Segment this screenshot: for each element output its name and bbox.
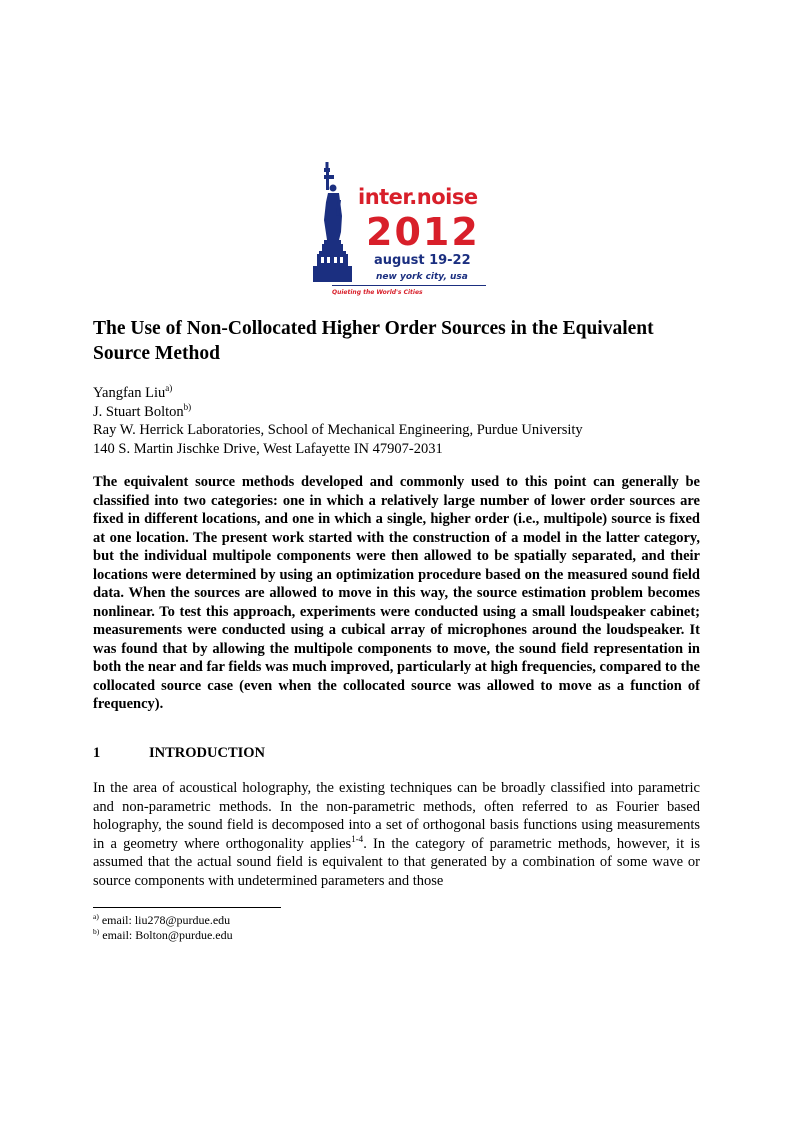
logo-tagline: Quieting the World's Cities	[332, 289, 423, 296]
intro-text-part2: . In the category of parametric methods, however, it is assumed that the actual sound field is equivalent to that generated by a combination of some wave or source components with undetermined parameters and those	[93, 835, 700, 889]
citation-ref: 1-4	[351, 833, 364, 844]
author-name: Yangfan Liu	[93, 385, 166, 401]
section-title: INTRODUCTION	[149, 745, 266, 761]
logo-year: 2012	[366, 210, 480, 254]
author-mark: b)	[183, 401, 192, 412]
intro-text-part1: In the area of acoustical holography, the existing techniques can be broadly classified into parametric and non-parametric methods. In the non-parametric methods, often referred to as Fourier based holography, the sound field is decomposed into a set of orthogonal basis functions using measurements in a geometry where orthogonality applies	[93, 780, 700, 852]
footnote-mark: b)	[93, 927, 100, 936]
logo-divider	[332, 285, 486, 286]
footnote-mark: a)	[93, 912, 99, 921]
footnote-text: email: Bolton@purdue.edu	[99, 928, 233, 942]
conference-logo	[312, 160, 488, 300]
affiliation: Ray W. Herrick Laboratories, School of Mechanical Engineering, Purdue University	[93, 422, 583, 438]
paper-title: The Use of Non-Collocated Higher Order Sources in the Equivalent Source Method	[93, 318, 654, 364]
logo-city: new york city, usa	[376, 272, 468, 282]
footnote	[93, 913, 233, 928]
author-line	[93, 384, 713, 403]
footnote-divider	[93, 907, 281, 908]
section-heading	[93, 744, 265, 762]
logo-name: inter.noise	[358, 185, 478, 209]
statue-of-liberty-icon	[312, 160, 372, 285]
author-mark: a)	[165, 383, 173, 393]
author-line	[93, 403, 713, 422]
section-number: 1	[93, 745, 101, 761]
address: 140 S. Martin Jischke Drive, West Lafayette IN 47907-2031	[93, 440, 443, 457]
logo-dates: august 19-22	[374, 253, 471, 268]
intro-paragraph	[93, 779, 700, 890]
footnote-text: email: liu278@purdue.edu	[98, 913, 231, 927]
footnotes	[93, 913, 233, 943]
abstract: The equivalent source methods developed and commonly used to this point can generally be classified into two categories: one in which a relatively large number of lower order sources are fixed in different locations, and one in which a single, higher order (i.e., multipole) source is fixed at one location. The present work started with the construction of a model in the latter category, but the individual multipole components were then allowed to be spatially separated, and their locations were determined by using an optimization procedure based on the measured sound field data. When the sources are allowed to move in this way, the source estimation problem becomes nonlinear. To test this approach, experiments were conducted using a small loudspeaker cabinet; measurements were conducted using a cubical array of microphones around the loudspeaker. It was found that by allowing the multipole components to move, the sound field representation in both the near and far fields was much improved, particularly at high frequencies, compared to the collocated source case (even when the collocated source was allowed to move as a function of frequency).	[93, 474, 700, 712]
author-name: J. Stuart Bolton	[93, 403, 184, 420]
footnote	[93, 928, 233, 943]
author-block	[93, 384, 713, 458]
